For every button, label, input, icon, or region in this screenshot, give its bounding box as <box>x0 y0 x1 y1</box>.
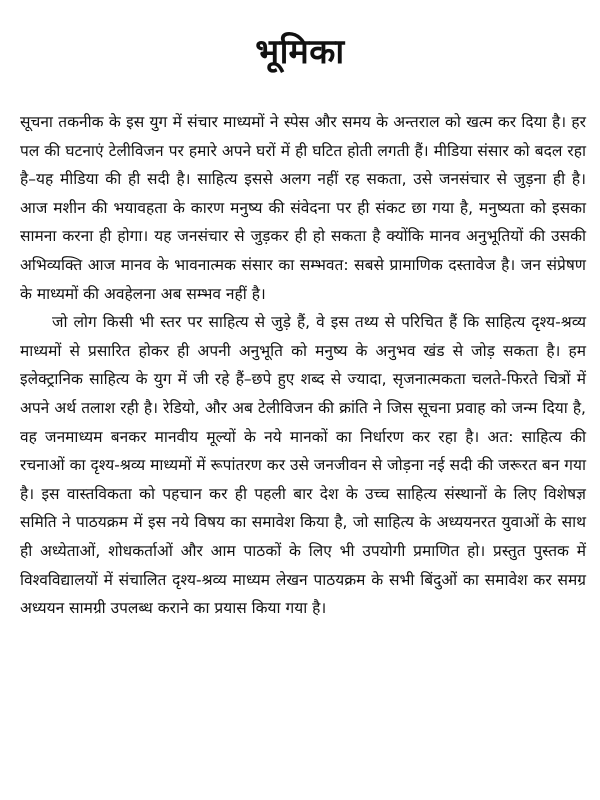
paragraph-2: जो लोग किसी भी स्तर पर साहित्य से जुड़े हैं, वे इस तथ्य से परिचित हैं कि साहित्य दृश्य-श्रव्य माध्यमों से प्रसारित होकर ही अपनी अनुभूति को मनुष्य के अनुभव खंड से जोड़ सकता है। हम इलेक्ट्रानिक साहित्य के युग में जी रहे हैं–छपे हुए शब्द से ज्यादा, सृजनात्मकता चलते-फिरते चित्रों में अपने अर्थ तलाश रही है। रेडियो, और अब टेलीविजन की क्रांति ने जिस सूचना प्रवाह को जन्म दिया है, वह जनमाध्यम बनकर मानवीय मूल्यों के नये मानकों का निर्धारण कर रहा है। अत: साहित्य की रचनाओं का दृश्य-श्रव्य माध्यमों में रूपांतरण कर उसे जनजीवन से जोड़ना नई सदी की जरूरत बन गया है। इस वास्तविकता को पहचान कर ही पहली बार देश के उच्च साहित्य संस्थानों के लिए विशेषज्ञ समिति ने पाठयक्रम में इस नये विषय का समावेश किया है, जो साहित्य के अध्ययनरत युवाओं के साथ ही अध्येताओं, शोधकर्ताओं और आम पाठकों के लिए भी उपयोगी प्रमाणित हो। प्रस्तुत पुस्तक में विश्वविद्यालयों में संचालित दृश्य-श्रव्य माध्यम लेखन पाठयक्रम के सभी बिंदुओं का समावेश कर समग्र अध्ययन सामग्री उपलब्ध कराने का प्रयास किया गया है। <box>20 313 586 618</box>
body-text <box>20 108 586 623</box>
paragraph-1: सूचना तकनीक के इस युग में संचार माध्यमों ने स्पेस और समय के अन्तराल को खत्म कर दिया है। हर पल की घटनाएं टेलीविजन पर हमारे अपने घरों में ही घटित होती लगती हैं। मीडिया संसार को बदल रहा है–यह मीडिया की ही सदी है। साहित्य इससे अलग नहीं रह सकता, उसे जनसंचार से जुड़ना ही है। आज मशीन की भयावहता के कारण मनुष्य की संवेदना पर ही संकट छा गया है, मनुष्यता को इसका सामना करना ही होगा। यह जनसंचार से जुड़कर ही हो सकता है क्योंकि मानव अनुभूतियों की उसकी अभिव्यक्ति आज मानव के भावनात्मक संसार का सम्भवत: सबसे प्रामाणिक दस्तावेज है। जन संप्रेषण के माध्यमों की अवहेलना अब सम्भव नहीं है। <box>20 113 586 303</box>
page-title: भूमिका <box>255 32 345 72</box>
